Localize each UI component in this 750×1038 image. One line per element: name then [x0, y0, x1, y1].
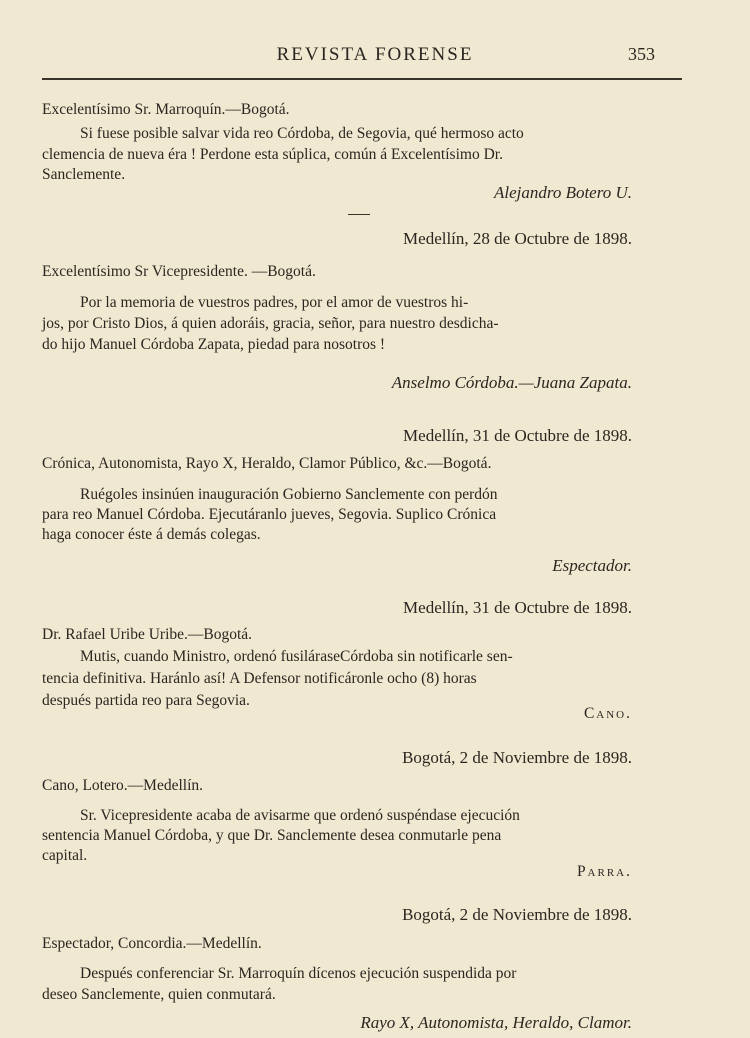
telegram-body-line: después partida reo para Segovia.	[42, 692, 250, 709]
telegram-signature: Cano.	[583, 705, 632, 722]
telegram-body-line: tencia definitiva. Haránlo así! A Defensor notificáronle ocho (8) horas	[42, 670, 477, 687]
telegram-signature: Rayo X, Autonomista, Heraldo, Clamor.	[360, 1013, 632, 1032]
telegram-body-line: Por la memoria de vuestros padres, por el amor de vuestros hi-	[80, 294, 469, 311]
telegram-address: Cano, Lotero.—Medellín.	[42, 777, 203, 794]
telegram-address: Excelentísimo Sr. Marroquín.—Bogotá.	[42, 101, 290, 118]
telegram-body-line: Después conferenciar Sr. Marroquín dícenos ejecución suspendida por	[80, 965, 517, 982]
telegram-dateline: Medellín, 31 de Octubre de 1898.	[403, 598, 632, 617]
telegram-body-line: do hijo Manuel Córdoba Zapata, piedad para nosotros !	[42, 336, 386, 353]
telegram-dateline: Medellín, 28 de Octubre de 1898.	[403, 229, 632, 248]
telegram-body-line: deseo Sanclemente, quien conmutará.	[42, 986, 276, 1003]
header-rule	[42, 78, 682, 80]
telegram-signature: Anselmo Córdoba.—Juana Zapata.	[391, 373, 632, 392]
telegram-signature: Parra.	[576, 863, 632, 880]
telegram-body-line: Ruégoles insinúen inauguración Gobierno Sanclemente con perdón	[80, 486, 498, 503]
telegram-signature: Alejandro Botero U.	[493, 183, 632, 202]
telegram-address: Espectador, Concordia.—Medellín.	[42, 935, 262, 952]
telegram-body-line: jos, por Cristo Dios, á quien adoráis, gracia, señor, para nuestro desdicha-	[42, 315, 499, 332]
telegram-body-line: Si fuese posible salvar vida reo Córdoba, de Segovia, qué hermoso acto	[80, 125, 524, 142]
telegram-body-line: sentencia Manuel Córdoba, y que Dr. Sanclemente desea conmutarle pena	[42, 827, 502, 844]
telegram-address: Excelentísimo Sr Vicepresidente. —Bogotá.	[42, 263, 316, 280]
telegram-body-line: clemencia de nueva éra ! Perdone esta súplica, común á Excelentísimo Dr.	[42, 146, 503, 163]
telegram-dateline: Medellín, 31 de Octubre de 1898.	[403, 426, 632, 445]
page-number: 353	[628, 44, 655, 64]
telegram-body-line: haga conocer éste á demás colegas.	[42, 526, 261, 543]
running-header-title: REVISTA FORENSE	[276, 44, 474, 65]
section-divider	[348, 214, 370, 215]
telegram-dateline: Bogotá, 2 de Noviembre de 1898.	[402, 905, 632, 924]
telegram-address: Crónica, Autonomista, Rayo X, Heraldo, Clamor Público, &c.—Bogotá.	[42, 455, 492, 472]
telegram-dateline: Bogotá, 2 de Noviembre de 1898.	[402, 748, 632, 767]
telegram-address: Dr. Rafael Uribe Uribe.—Bogotá.	[42, 626, 253, 643]
telegram-body-line: Sr. Vicepresidente acaba de avisarme que ordenó suspéndase ejecución	[80, 807, 520, 824]
telegram-body-line: capital.	[42, 847, 88, 864]
telegram-body-line: Sanclemente.	[42, 166, 126, 183]
telegram-body-line: para reo Manuel Córdoba. Ejecutáranlo jueves, Segovia. Suplico Crónica	[42, 506, 497, 523]
telegram-signature: Espectador.	[552, 556, 632, 575]
telegram-body-line: Mutis, cuando Ministro, ordenó fusiláraseCórdoba sin notificarle sen-	[80, 648, 513, 665]
